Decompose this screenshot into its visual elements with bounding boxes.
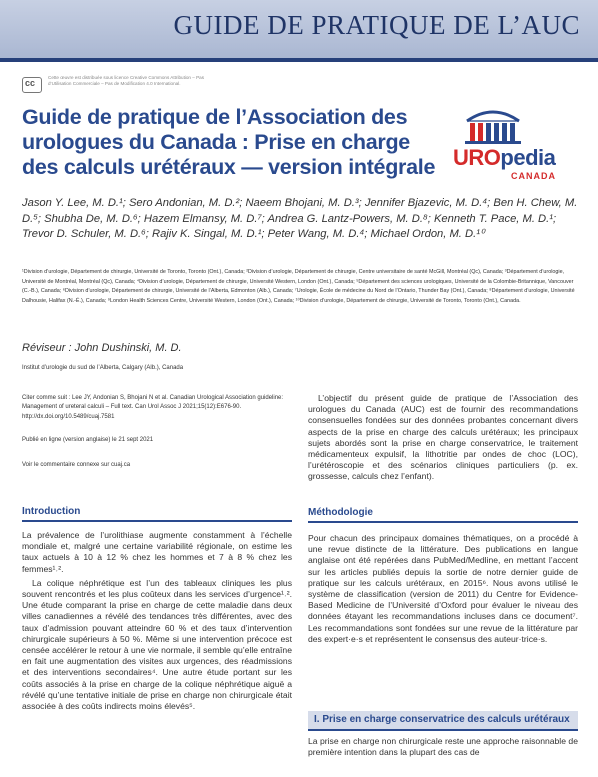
reviewer-affiliation: Institut d’urologie du sud de l’Alberta, Calgary (Alb.), Canada bbox=[22, 365, 184, 371]
methods-paragraph: Pour chacun des principaux domaines thématiques, on a procédé à une revue distincte de la littérature. Des publications en langue anglaise ont été repérées dans PubMed/Medline, en mettant l’accent sur les articles publiés depuis la sortie de notre dernier guide de pratique sur les calculs urétéraux, en 2015⁶. Nous avons utilisé le système de classification (version de 2011) du Centre for Evidence-Based Medicine de l’Université d’Oxford pour évaluer le niveau des données étayant les recommandations incluses dans ce document⁷. Les recommandations sont fondées sur une revue de la littérature par des expert·e·s et représentent le consensus des auteur·trice·s. bbox=[308, 533, 578, 644]
author-list: Jason Y. Lee, M. D.¹; Sero Andonian, M. D.²; Naeem Bhojani, M. D.³; Jennifer Bjazevic, M. D.⁴; Ben H. Chew, M. D.⁵; Shubha De, M. D.⁶; Hazem Elmansy, M. D.⁷; Andrea G. Lantz-Powers, M. D.⁸; Kenneth T. Pace, M. D.¹; Trevor D. Schuler, M. D.⁶; Rajiv K. Singal, M. D.¹; Peter Wang, M. D.⁴; Michael Ordon, M. D.¹⁰ bbox=[22, 197, 578, 240]
section-rule bbox=[308, 521, 578, 523]
journal-banner bbox=[0, 0, 598, 58]
section-rule bbox=[308, 729, 578, 731]
banner-rule bbox=[0, 58, 598, 62]
license-notice bbox=[22, 75, 222, 97]
reviewer: Réviseur : John Dushinski, M. D. bbox=[22, 342, 182, 354]
published-date: Publié en ligne (version anglaise) le 21 sept 2021 bbox=[22, 437, 154, 443]
section1-paragraph: La prise en charge non chirurgicale reste une approche raisonnable de première intention dans la plupart des cas de bbox=[308, 736, 578, 758]
section1-heading-box bbox=[308, 711, 578, 729]
columns-logo-icon bbox=[453, 105, 583, 147]
introduction-heading: Introduction bbox=[22, 506, 81, 517]
affiliations: ¹Division d’urologie, Département de chirurgie, Université de Toronto, Toronto (Ont.), Canada; ²Division d’urologie, Département de chirurgie, Centre universitaire de santé McGill, Montréal (Qc), Canada; ³Département d’urologie, Université de Montréal, Montréal (Qc), Canada; ⁴Division d’urologie, Département de chirurgie, Université Western, London (Ont.), Canada; ⁵Département des sciences urologiques, Université de la Colombie-Britannique, Vancouver (C.-B.), Canada; ⁶Division d’urologie, Département de chirurgie, Université de l’Alberta, Edmonton (Alb.), Canada; ⁷Urologie, École de médecine du Nord de l’Ontario, Thunder Bay (Ont.), Canada; ⁸Département d’urologie, Université Dalhousie, Halifax (N.-É.), Canada; ⁹London Health Sciences Centre, Université Western, London (Ont.), Canada; ¹⁰Division d’urologie, Département de chirurgie, Université de Toronto, Toronto (Ont.), Canada. bbox=[22, 269, 575, 304]
banner-title: GUIDE DE PRATIQUE DE L’AUC bbox=[173, 10, 580, 40]
logo-pedia: pedia bbox=[500, 145, 556, 170]
section1-heading: I. Prise en charge conservatrice des calculs urétéraux bbox=[314, 714, 570, 725]
related-comment-link[interactable]: Voir le commentaire connexe sur cuaj.ca bbox=[22, 462, 131, 468]
logo-uro: URO bbox=[453, 145, 501, 170]
logo-canada: CANADA bbox=[511, 171, 556, 181]
creative-commons-icon bbox=[22, 77, 42, 93]
intro-paragraph-1: La prévalence de l’urolithiase augmente constamment à l’échelle mondiale et, malgré une certaine variabilité régionale, on estime les taux actuels à 10 à 12 % chez les hommes et 7 à 8 % chez les femmes¹˒². bbox=[22, 530, 292, 574]
license-text: Cette œuvre est distribuée sous licence Creative Commons Attribution – Pas d’Utilisation Commerciale – Pas de Modification 4.0 International. bbox=[48, 75, 205, 86]
intro-paragraph-2: La colique néphrétique est l’un des tableaux cliniques les plus souvent rencontrés et les plus coûteux dans les services d’urgence¹˒². Une étude comparant la prise en charge de cette maladie dans deux villes canadiennes a révélé des tendances très différentes, avec des taux d’admission pouvant atteindre 60 % et des taux d’intervention chirurgicale supérieurs à 50 %. Même si une intervention précoce est censée accélérer le retour à une vie normale, il semble qu’elle entraîne en fait une augmentation des visites aux urgences, des réadmissions et des interventions secondaires⁴. Une autre étude portant sur les coûts associés à la prise en charge de la colique néphrétique aiguë a révélé qu’une tentative initiale de prise en charge non chirurgicale était associée à des coûts indirects moins élevés⁵. bbox=[22, 577, 292, 712]
logo-wordmark bbox=[453, 145, 555, 171]
objective-paragraph: L’objectif du présent guide de pratique de l’Association des urologues du Canada (AUC) est de fournir des recommandations consensuelles fondées sur des données probantes concernant divers aspects de la prise en charge des calculs urétéraux; les principaux sujets abordés sont la prise en charge conservatrice, le traitement médicamenteux expulsif, la lithotritie par ondes de choc (LOC), l’urétéroscopie et des scénarios cliniques particuliers (p. ex. grossesse, calculs chez l’enfant). bbox=[308, 393, 578, 482]
section-rule bbox=[22, 520, 292, 522]
citation: Citer comme suit : Lee JY, Andonian S, Bhojani N et al. Canadian Urological Association guideline: Management of ureteral calculi – Full text. Can Urol Assoc J 2021;15(12):E676-90. http://dx.doi.org/10.5489/cuaj.7581 bbox=[22, 395, 284, 420]
uropedia-logo bbox=[453, 105, 583, 185]
article-title: Guide de pratique de l’Association des urologues du Canada : Prise en charge des calculs urétéraux — version intégrale bbox=[22, 105, 436, 179]
methods-heading: Méthodologie bbox=[308, 507, 373, 518]
left-column bbox=[22, 530, 292, 712]
